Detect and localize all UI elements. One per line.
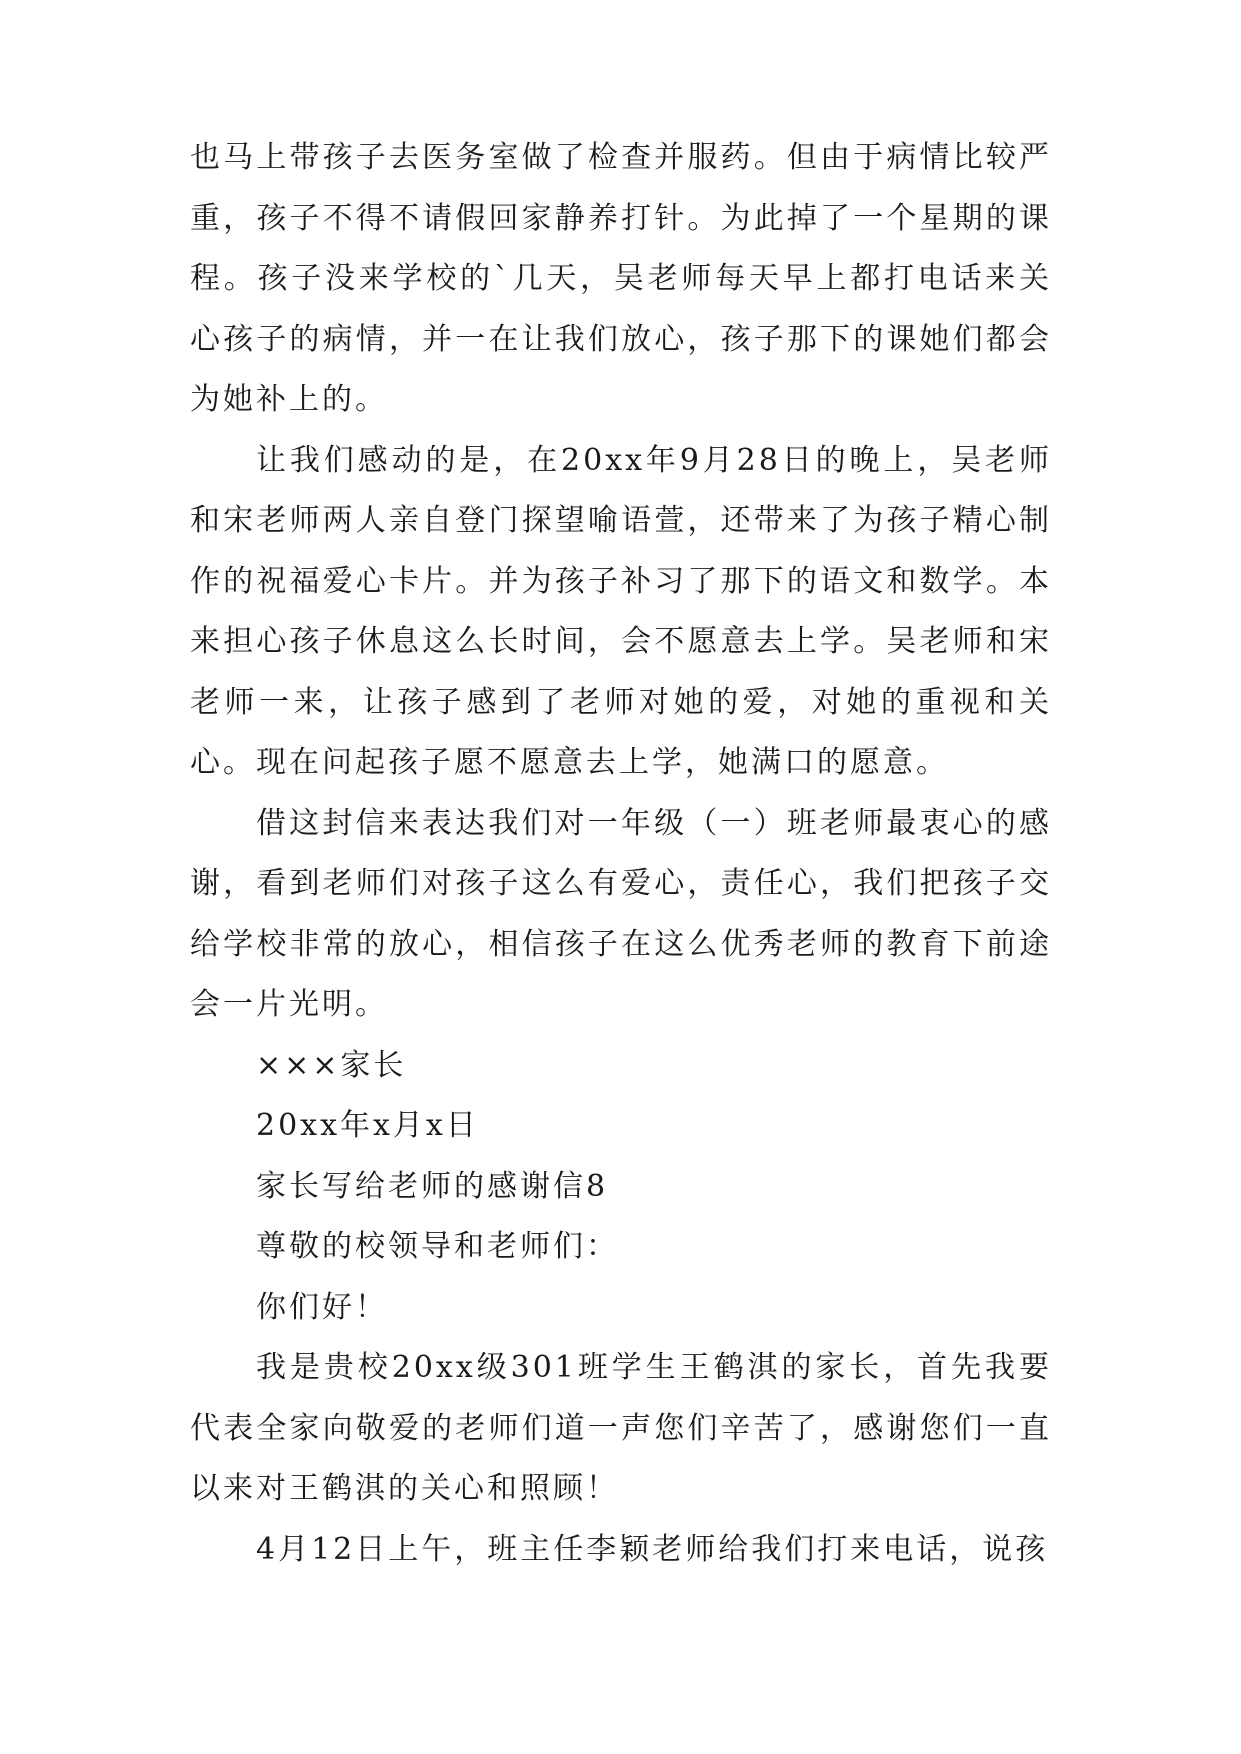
paragraph-1: 也马上带孩子去医务室做了检查并服药。但由于病情比较严重，孩子不得不请假回家静养打针。为此掉了一个星期的课程。孩子没来学校的`几天，吴老师每天早上都打电话来关心孩子的病情，并一在让我们放心，孩子那下的课她们都会为她补上的。 bbox=[190, 140, 1052, 417]
signature-line: ×××家长 bbox=[256, 1047, 407, 1083]
paragraph-4: 我是贵校20xx级301班学生王鹤淇的家长，首先我要代表全家向敬爱的老师们道一声您们辛苦了，感谢您们一直以来对王鹤淇的关心和照顾！ bbox=[190, 1350, 1052, 1506]
paragraph-3: 借这封信来表达我们对一年级（一）班老师最衷心的感谢，看到老师们对孩子这么有爱心，责任心，我们把孩子交给学校非常的放心，相信孩子在这么优秀老师的教育下前途会一片光明。 bbox=[190, 805, 1052, 1022]
paragraph-2: 让我们感动的是，在20xx年9月28日的晚上，吴老师和宋老师两人亲自登门探望喻语萱，还带来了为孩子精心制作的祝福爱心卡片。并为孩子补习了那下的语文和数学。本来担心孩子休息这么长时间，会不愿意去上学。吴老师和宋老师一来，让孩子感到了老师对她的爱，对她的重视和关心。现在问起孩子愿不愿意去上学，她满口的愿意。 bbox=[190, 442, 1052, 780]
greeting-line: 你们好！ bbox=[256, 1289, 388, 1325]
letter-heading: 家长写给老师的感谢信8 bbox=[256, 1168, 609, 1204]
paragraph-5: 4月12日上午，班主任李颖老师给我们打来电话，说孩 bbox=[256, 1531, 1049, 1567]
date-line: 20xx年x月x日 bbox=[256, 1108, 479, 1143]
document-page bbox=[190, 128, 1052, 1580]
salutation-line: 尊敬的校领导和老师们： bbox=[256, 1229, 619, 1264]
